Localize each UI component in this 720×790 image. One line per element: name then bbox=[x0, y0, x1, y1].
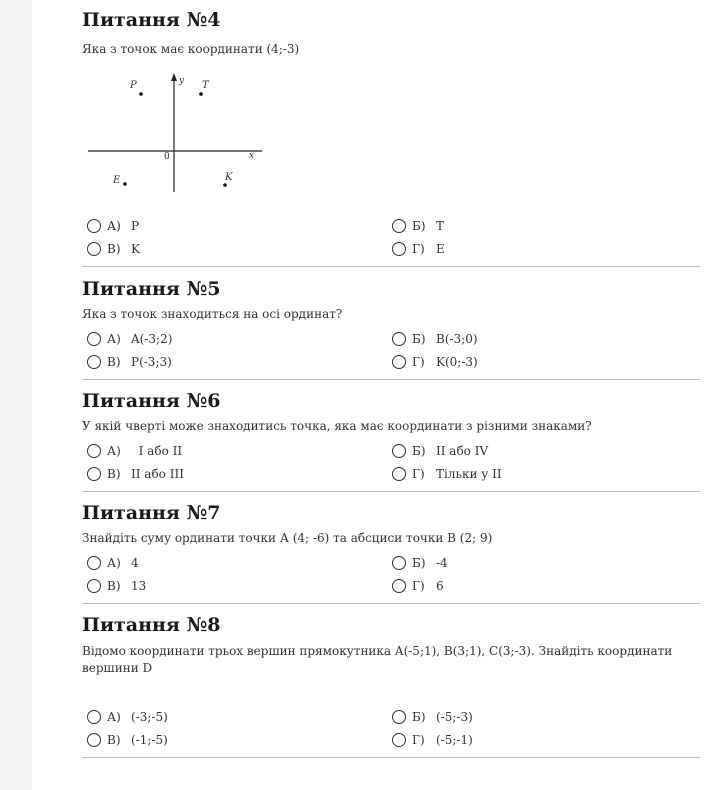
question-text: Яка з точок знаходиться на осі ординат? bbox=[82, 307, 343, 321]
option-letter: Г) bbox=[412, 242, 425, 256]
option-letter: Б) bbox=[412, 444, 426, 458]
option-letter: А) bbox=[107, 710, 121, 724]
option-text: (-5;-1) bbox=[436, 733, 473, 747]
option-text: Тільки у ІІ bbox=[436, 467, 502, 481]
point-p bbox=[139, 92, 143, 96]
radio-button[interactable] bbox=[87, 355, 101, 369]
radio-button[interactable] bbox=[87, 710, 101, 724]
answer-options bbox=[82, 216, 700, 264]
option-letter: А) bbox=[107, 444, 121, 458]
option-text: ІІ або ІІІ bbox=[131, 467, 184, 481]
radio-button[interactable] bbox=[87, 733, 101, 747]
option-letter: А) bbox=[107, 332, 121, 346]
radio-button[interactable] bbox=[392, 710, 406, 724]
answer-options bbox=[82, 329, 700, 377]
quiz-sheet bbox=[32, 0, 720, 790]
radio-button[interactable] bbox=[87, 467, 101, 481]
option-v[interactable] bbox=[87, 576, 146, 596]
radio-button[interactable] bbox=[87, 219, 101, 233]
option-text: (-1;-5) bbox=[131, 733, 168, 747]
question-title: Питання №7 bbox=[82, 502, 221, 524]
divider bbox=[82, 266, 700, 267]
divider bbox=[82, 491, 700, 492]
option-letter: Б) bbox=[412, 219, 426, 233]
question-title: Питання №4 bbox=[82, 9, 221, 31]
option-g[interactable] bbox=[392, 730, 473, 750]
option-g[interactable] bbox=[392, 576, 444, 596]
divider bbox=[82, 603, 700, 604]
radio-button[interactable] bbox=[392, 242, 406, 256]
option-text: P bbox=[131, 219, 140, 233]
option-v[interactable] bbox=[87, 352, 172, 372]
option-b[interactable] bbox=[392, 329, 478, 349]
option-letter: В) bbox=[107, 242, 121, 256]
radio-button[interactable] bbox=[87, 242, 101, 256]
question-text: Яка з точок має координати (4;-3) bbox=[82, 42, 300, 56]
option-text: K bbox=[131, 242, 140, 256]
option-text: -4 bbox=[436, 556, 448, 570]
option-text: T bbox=[436, 219, 445, 233]
y-axis-label: y bbox=[179, 76, 185, 86]
answer-options bbox=[82, 441, 700, 489]
x-axis-label: x bbox=[249, 151, 255, 161]
option-a[interactable] bbox=[87, 441, 182, 461]
radio-button[interactable] bbox=[392, 467, 406, 481]
option-letter: В) bbox=[107, 733, 121, 747]
answer-options bbox=[82, 553, 700, 601]
coordinate-graph bbox=[82, 44, 282, 204]
option-text: P(-3;3) bbox=[131, 355, 172, 369]
option-letter: А) bbox=[107, 219, 121, 233]
answer-options bbox=[82, 707, 700, 755]
question-6 bbox=[82, 389, 700, 481]
option-a[interactable] bbox=[87, 216, 139, 236]
radio-button[interactable] bbox=[392, 332, 406, 346]
option-text: 6 bbox=[436, 579, 444, 593]
option-a[interactable] bbox=[87, 329, 172, 349]
option-a[interactable] bbox=[87, 553, 139, 573]
divider bbox=[82, 757, 700, 758]
point-e-label: E bbox=[113, 175, 121, 186]
divider bbox=[82, 379, 700, 380]
point-e bbox=[123, 182, 127, 186]
option-letter: Б) bbox=[412, 710, 426, 724]
option-g[interactable] bbox=[392, 239, 445, 259]
option-letter: В) bbox=[107, 355, 121, 369]
option-b[interactable] bbox=[392, 707, 473, 727]
option-letter: В) bbox=[107, 579, 121, 593]
option-b[interactable] bbox=[392, 553, 448, 573]
option-letter: А) bbox=[107, 556, 121, 570]
question-title: Питання №6 bbox=[82, 390, 221, 412]
radio-button[interactable] bbox=[87, 579, 101, 593]
radio-button[interactable] bbox=[87, 556, 101, 570]
y-axis-arrow bbox=[171, 73, 177, 81]
point-k bbox=[223, 183, 227, 187]
option-letter: Г) bbox=[412, 579, 425, 593]
question-title: Питання №8 bbox=[82, 614, 221, 636]
point-k-label: K bbox=[225, 172, 233, 183]
radio-button[interactable] bbox=[392, 556, 406, 570]
option-text: 4 bbox=[131, 556, 139, 570]
radio-button[interactable] bbox=[392, 444, 406, 458]
question-4 bbox=[82, 8, 700, 256]
question-text: Відомо координати трьох вершин прямокутника A(-5;1), B(3;1), C(3;-3). Знайдіть координати вершини D bbox=[82, 644, 673, 675]
question-title: Питання №5 bbox=[82, 278, 221, 300]
origin-label: 0 bbox=[164, 152, 170, 162]
option-letter: Б) bbox=[412, 332, 426, 346]
radio-button[interactable] bbox=[392, 733, 406, 747]
option-a[interactable] bbox=[87, 707, 168, 727]
option-text: (-5;-3) bbox=[436, 710, 473, 724]
question-5 bbox=[82, 277, 700, 369]
radio-button[interactable] bbox=[392, 219, 406, 233]
option-text: K(0;-3) bbox=[436, 355, 478, 369]
option-letter: Г) bbox=[412, 355, 425, 369]
option-g[interactable] bbox=[392, 352, 478, 372]
option-v[interactable] bbox=[87, 464, 184, 484]
option-b[interactable] bbox=[392, 216, 444, 236]
option-text: (-3;-5) bbox=[131, 710, 168, 724]
option-text: B(-3;0) bbox=[436, 332, 478, 346]
option-letter: Г) bbox=[412, 733, 425, 747]
point-p-label: P bbox=[130, 80, 137, 91]
option-text: 13 bbox=[131, 579, 147, 593]
radio-button[interactable] bbox=[392, 355, 406, 369]
question-text: Знайдіть суму ординати точки А (4; -6) та абсциси точки В (2; 9) bbox=[82, 531, 493, 545]
point-t bbox=[199, 92, 203, 96]
option-text: ІІ або ІV bbox=[436, 444, 489, 458]
point-t-label: T bbox=[202, 80, 209, 91]
radio-button[interactable] bbox=[87, 444, 101, 458]
option-text: І або ІІ bbox=[131, 444, 183, 458]
option-g[interactable] bbox=[392, 464, 502, 484]
option-letter: Б) bbox=[412, 556, 426, 570]
question-text: У якій чверті може знаходитись точка, яка має координати з різними знаками? bbox=[82, 419, 592, 433]
option-letter: Г) bbox=[412, 467, 425, 481]
option-b[interactable] bbox=[392, 441, 488, 461]
option-v[interactable] bbox=[87, 239, 140, 259]
radio-button[interactable] bbox=[392, 579, 406, 593]
option-text: E bbox=[436, 242, 445, 256]
question-8 bbox=[82, 613, 700, 747]
radio-button[interactable] bbox=[87, 332, 101, 346]
option-v[interactable] bbox=[87, 730, 168, 750]
question-7 bbox=[82, 501, 700, 593]
option-letter: В) bbox=[107, 467, 121, 481]
option-text: A(-3;2) bbox=[131, 332, 173, 346]
